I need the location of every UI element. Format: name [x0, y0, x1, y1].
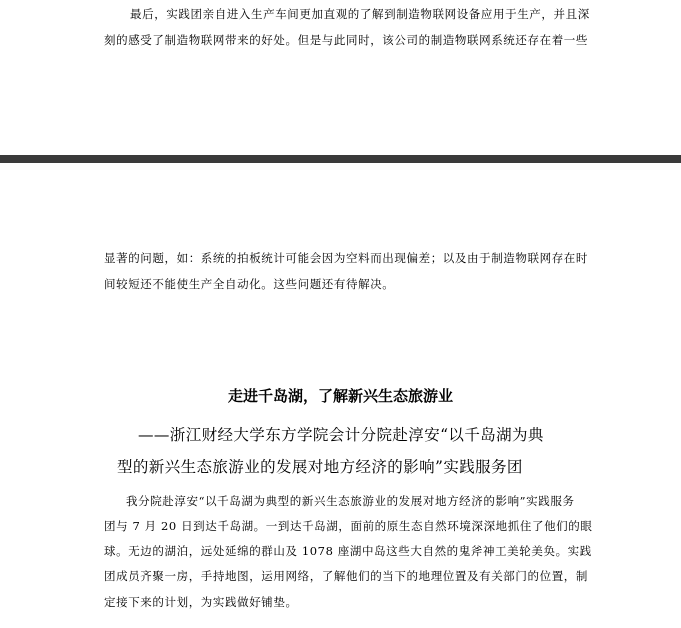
- paragraph-line: 团与 7 月 20 日到达千岛湖。一到达千岛湖，面前的原生态自然环境深深地抓住了他们的眼: [104, 519, 593, 533]
- paragraph-line: 球。无边的湖泊，远处延绵的群山及 1078 座湖中岛这些大自然的鬼斧神工美轮美奂。实践: [104, 544, 592, 558]
- paragraph-line: 最后，实践团亲自进入生产车间更加直观的了解到制造物联网设备应用于生产，并且深: [130, 7, 590, 21]
- paragraph-line: 间较短还不能使生产全自动化。这些问题还有待解决。: [104, 277, 395, 291]
- page-separator: [0, 155, 681, 163]
- document-page-upper: [0, 0, 681, 155]
- section-subtitle-line: 型的新兴生态旅游业的发展对地方经济的影响”实践服务团: [117, 458, 523, 476]
- document-page-lower: [0, 163, 681, 628]
- section-title: 走进千岛湖，了解新兴生态旅游业: [227, 387, 453, 405]
- paragraph-line: 显著的问题，如：系统的拍板统计可能会因为空料而出现偏差；以及由于制造物联网存在时: [104, 251, 588, 265]
- paragraph-line: 定接下来的计划，为实践做好铺垫。: [104, 595, 298, 609]
- paragraph-line: 我分院赴淳安“以千岛湖为典型的新兴生态旅游业的发展对地方经济的影响”实践服务: [126, 494, 575, 508]
- paragraph-line: 团成员齐聚一房，手持地图，运用网络，了解他们的当下的地理位置及有关部门的位置，制: [104, 569, 588, 583]
- paragraph-line: 刻的感受了制造物联网带来的好处。但是与此同时，该公司的制造物联网系统还存在着一些: [104, 33, 588, 47]
- section-subtitle-line: ——浙江财经大学东方学院会计分院赴淳安“以千岛湖为典: [138, 426, 544, 444]
